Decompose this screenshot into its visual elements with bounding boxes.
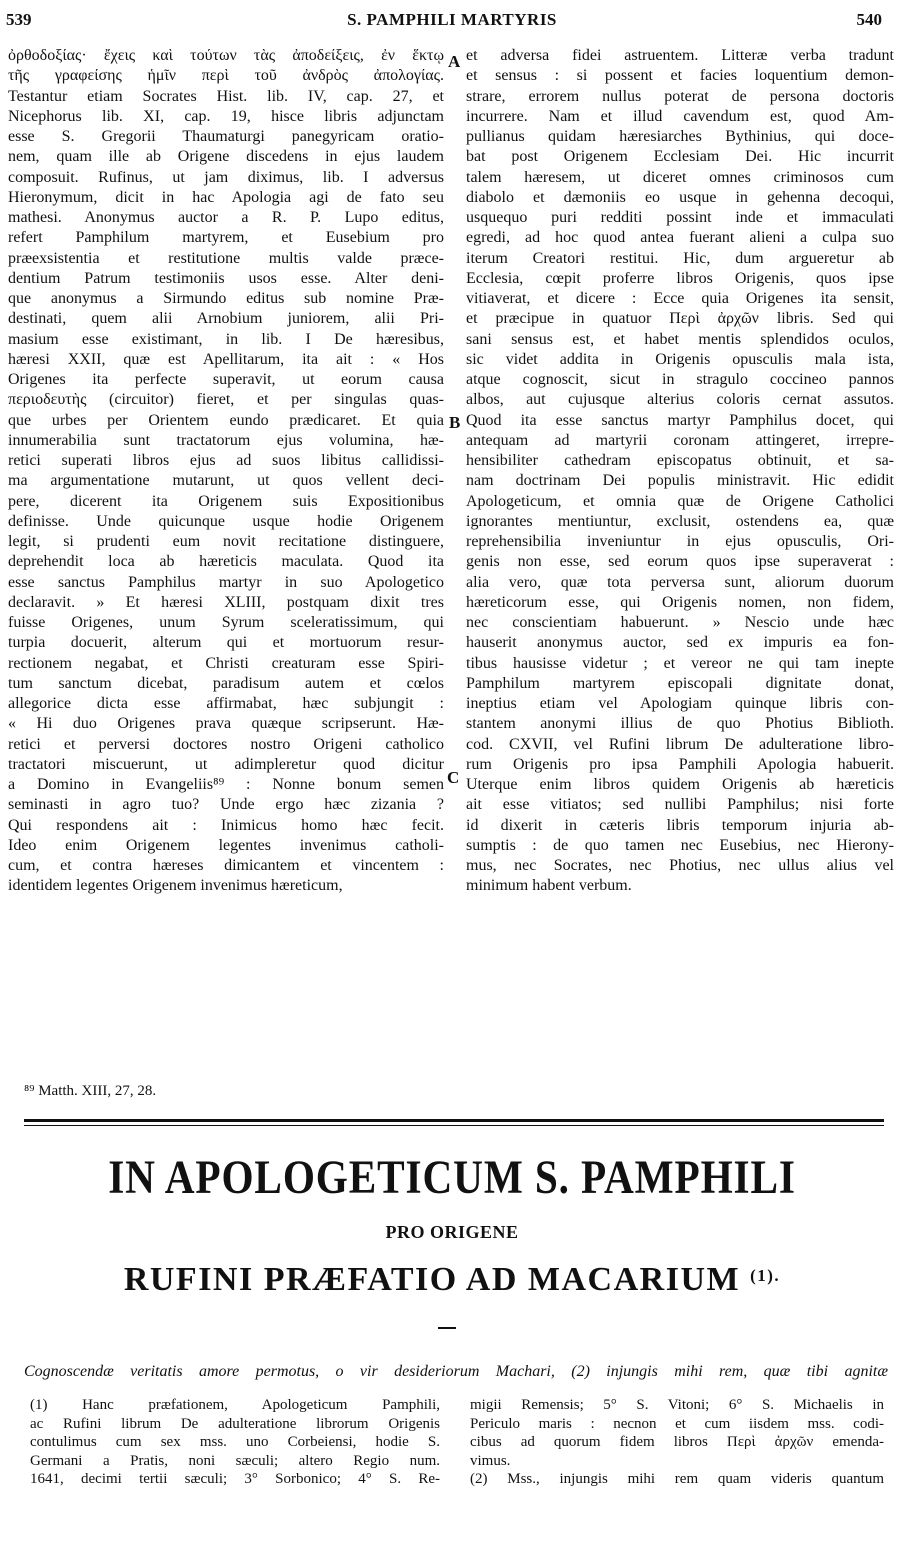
margin-marker-c: C (447, 768, 460, 787)
right-column-line: rum Origenis pro ipsa Pamphili Apologia habuerit. (466, 755, 894, 773)
right-column-line: incurrere. Nam et illud cavendum est, quod Am- (466, 107, 894, 125)
left-page-number: 539 (6, 10, 32, 29)
left-column-line: nem, quam ille ab Origene discedens in ejus laudem (8, 148, 444, 166)
section-divider-thin (24, 1125, 884, 1126)
right-column (466, 46, 894, 897)
left-column-line: mathesi. Anonymus auctor a R. P. Lupo editus, (8, 209, 444, 226)
left-column-line: fuisse Origenes, unum Syrum sceleratissimum, qui (8, 614, 444, 631)
right-column-line: sumptis : de quo tamen nec Eusebius, nec Hierony- (466, 836, 894, 854)
right-column-line: alia vero, quæ tota perversa sunt, aliorum duorum (466, 573, 894, 591)
footnotes-right-column (470, 1396, 884, 1489)
footnote-left-line: 1641, decimi tertii sæculi; 3° Sorbonico; 4° S. Re- (30, 1471, 440, 1487)
left-column-line: Testantur etiam Socrates Hist. lib. IV, cap. 27, et (8, 87, 444, 105)
left-column-line: esse S. Gregorii Thaumaturgi panegyricam oratio- (8, 128, 444, 145)
left-column-line: Hieronymum, dicit in hac Apologia agi de fato seu (8, 188, 444, 206)
right-column-line: et adversa fidei astruentem. Litteræ verba tradunt (466, 47, 894, 64)
left-column-line: retici et perversi doctores nostro Origeni catholico (8, 735, 444, 753)
right-column-line: nam doctrinam Dei populis ministravit. Hic edidit (466, 472, 894, 490)
left-column-line: hæresi XXII, quæ est Apellitarum, ita ait : « Hos (8, 350, 444, 368)
right-column-line: hensibiliter cathedram episcopatus obtinuit, et sa- (466, 452, 894, 469)
left-column-line: « Hi duo Origenes prava quæque scripserunt. Hæ- (8, 715, 444, 733)
right-column-line: sani sensus est, et habet mentis splendidos oculos, (466, 330, 894, 348)
right-column-line: hauserit anonymus auctor, sed ex impuris ea fon- (466, 634, 894, 652)
left-column-line: seminasti in agro tuo? Unde ergo hæc zizania ? (8, 796, 444, 814)
right-column-line: vitiaverat, et dicere : Ecce quia Origenes ita sensit, (466, 290, 894, 307)
right-column-line: sic videt addita in Origenis opusculis mala ista, (466, 350, 894, 368)
right-column-line: genis non esse, sed eorum quos ipse superaverat : (466, 553, 894, 571)
footnote-left-line: ac Rufini librum De adulteratione librorum Origenis (30, 1415, 440, 1432)
left-column-line: que anonymus a Sirmundo editus sub nomine Præ- (8, 290, 444, 307)
left-column-line: declaravit. » Et hæresi XLIII, postquam dixit tres (8, 593, 444, 611)
right-column-line: minimum habent verbum. (466, 877, 632, 895)
footnote-right-line: cibus ad quorum fidem libros Περὶ ἀρχῶν emenda- (470, 1434, 884, 1450)
left-column-line: τῆς γραφείσης ἡμῖν περὶ τοῦ ἀνδρὸς ἀπολογίας. (8, 67, 444, 85)
left-column-line: identidem legentes Origenem invenimus hæreticum, (8, 877, 343, 895)
left-column-line: masium esse existimant, in lib. I De hæresibus, (8, 330, 444, 348)
left-column-line: ma argumentatione mutarunt, ut quos vellent deci- (8, 472, 444, 490)
right-column-line: atque cognoscit, sicut in stragulo coccineo pannos (466, 371, 894, 388)
right-column-line: Uterque enim libros quidem Origenis ab hæreticis (466, 776, 894, 793)
left-column-line: Ideo enim Origenem legentes invenimus catholi- (8, 836, 444, 854)
left-column-line: Qui respondens ait : Inimicus homo hæc fecit. (8, 816, 444, 834)
right-column-line: antequam ad martyrii coronam attingeret, irrepre- (466, 431, 894, 449)
right-column-line: Ecclesia, cœpit proferre libros Origenis, quos ipse (466, 269, 894, 287)
left-column-line: turpia docuerit, alterum qui et mortuorum resur- (8, 634, 444, 652)
preface-title-text: RUFINI PRÆFATIO AD MACARIUM (123, 1261, 741, 1298)
title-ornament-dash (438, 1327, 456, 1329)
footnote-left-line: Germani a Pratis, noni sæculi; altero Regio num. (30, 1452, 440, 1469)
right-column-line: et sensus : si possent et facies loquentium demon- (466, 67, 894, 85)
left-column-line: rectionem negabat, et Christi creaturam esse Spiri- (8, 654, 444, 672)
right-column-line: talem hæresem, ut diceret omnes criminosos cum (466, 168, 894, 186)
right-column-line: pullianus quidam hæresiarches Bythinius, qui doce- (466, 128, 894, 145)
right-column-line: diabolo et dæmoniis eo usque in gehenna decoqui, (466, 188, 894, 206)
right-column-line: ignorantes mentiuntur, exclusit, ostendens ea, quæ (466, 512, 894, 530)
right-column-line: et præcipue in quatuor Περὶ ἀρχῶν libris. Sed qui (466, 310, 894, 328)
left-column (8, 46, 444, 897)
footnote-left-line: contulimus cum sex mss. uno Corbeiensi, hodie S. (30, 1434, 440, 1450)
left-column-line: ὀρθοδοξίας· ἔχεις καὶ τούτων τὰς ἀποδείξεις, ἐν ἕκτῳ (8, 47, 444, 64)
left-column-line: composuit. Rufinus, ut jam diximus, lib. I adversus (8, 168, 444, 186)
right-column-line: Apologeticum, et omnia quæ de Origene Catholici (466, 492, 894, 510)
left-column-line: allegorice dicta esse affirmabat, hæc subjungit : (8, 695, 444, 712)
section-subtitle: PRO ORIGENE (385, 1222, 519, 1242)
margin-marker-a: A (448, 52, 461, 71)
margin-marker-b: B (449, 413, 461, 432)
footnote-right-line: vimus. (470, 1452, 511, 1469)
right-column-line: bat post Origenem Ecclesiam Dei. Hic incurrit (466, 148, 894, 166)
right-column-line: nec conscientiam habuerunt. » Nescio unde hæc (466, 614, 894, 631)
right-column-line: reprehensibilia inveniuntur in ejus opusculis, Ori- (466, 533, 894, 550)
left-column-line: tractatori miscuerunt, ut adimpleretur quod dicitur (8, 755, 444, 773)
section-divider-thick (24, 1119, 884, 1122)
left-column-line: tum sanctum dicebat, paradisum autem et cœlos (8, 674, 444, 692)
right-column-line: id dixerit in cæteris libris temporum injuria ab- (466, 816, 894, 834)
left-column-line: legit, si prudenti eum novit recitatione distinguere, (8, 533, 444, 550)
right-column-line: mus, nec Socrates, nec Photius, nec ullus alius vel (466, 857, 894, 874)
right-column-line: ait esse vitiatos; sed nullibi Pamphilus; nisi forte (466, 796, 894, 814)
right-column-line: egredi, ad hoc quod antea fuerant alieni a culpa suo (466, 229, 894, 247)
running-title: S. PAMPHILI MARTYRIS (347, 10, 557, 29)
preface-footnote-ref: (1). (750, 1266, 781, 1285)
right-column-line: usquequo puri redditi possint inde et immaculati (466, 209, 894, 226)
left-column-footnote: ⁸⁹ Matth. XIII, 27, 28. (24, 1083, 157, 1099)
right-column-line: ineptius etiam vel Apologiam quinque libris con- (466, 695, 894, 712)
left-column-line: Origenes ita perfecte superavit, ut eorum causa (8, 371, 444, 388)
left-column-line: Nicephorus lib. XI, cap. 19, hisce libris adjunctam (8, 107, 444, 125)
footnotes-left-column (30, 1396, 440, 1489)
left-column-line: retici superati libros ejus ad suos libitus callidissi- (8, 452, 444, 469)
left-column-line: a Domino in Evangeliis⁸⁹ : Nonne bonum semen (8, 776, 444, 793)
right-column-line: albos, aut cujusque alterius coloris cernat assutos. (466, 391, 894, 409)
right-column-line: hæreticorum esse, qui Origenis nomen, non fidem, (466, 593, 894, 611)
right-column-line: tibus hausisse videtur ; et vereor ne qui tam inepte (466, 654, 894, 672)
right-column-line: Quod ita esse sanctus martyr Pamphilus docet, qui (466, 411, 894, 429)
left-column-line: cum, et contra hæreses dimicantem et vincentem : (8, 857, 444, 874)
footnote-right-line: Periculo maris : necnon et cum iisdem mss. codi- (470, 1415, 884, 1432)
right-column-line: stantem anonymi illius de quo Photius Biblioth. (466, 715, 894, 733)
footnote-left-line: (1) Hanc præfationem, Apologeticum Pamphili, (30, 1397, 440, 1413)
left-column-line: que urbes per Orientem eundo prædicaret. Et quia (8, 411, 444, 429)
preface-title (0, 1258, 904, 1302)
preface-opening-line: Cognoscendæ veritatis amore permotus, o vir desideriorum Machari, (2) injungis mihi rem, quæ tibi agnitæ (24, 1363, 888, 1380)
left-column-line: destinati, quem alii Arnobium juniorem, alii Pri- (8, 310, 444, 328)
left-column-line: definisse. Unde quicunque usque hodie Origenem (8, 512, 444, 530)
left-column-line: refert Pamphilum martyrem, et Eusebium pro (8, 229, 444, 247)
left-column-line: præexsistentia et restitutione multis valde præce- (8, 249, 444, 267)
left-column-line: esse sanctus Pamphilus martyr in suo Apologetico (8, 573, 444, 591)
left-column-line: innumerabilia sunt tractatorum ejus volumina, hæ- (8, 431, 444, 449)
left-column-line: pere, dicerent ita Origenem suis Expositionibus (8, 492, 444, 510)
right-column-line: strare, errorem nullus poterat de persona doctoris (466, 87, 894, 105)
footnote-right-line: migii Remensis; 5° S. Vitoni; 6° S. Michaelis in (470, 1397, 884, 1413)
right-column-line: cod. CXVII, vel Rufini librum De adulteratione libro- (466, 735, 894, 753)
right-column-line: Pamphilum martyrem episcopali dignitate donat, (466, 674, 894, 692)
right-page-number: 540 (856, 10, 882, 29)
left-column-line: dentium Patrum testimoniis usos esse. Alter deni- (8, 269, 444, 287)
left-column-line: deprehendit loca ab hæreticis maculata. Quod ita (8, 553, 444, 571)
right-column-line: iterum Creatori restitui. Hic, dum argueretur ab (466, 249, 894, 267)
left-column-line: περιοδευτὴς (circuitor) fieret, et per singulas quas- (8, 391, 444, 409)
footnote-right-line: (2) Mss., injungis mihi rem quam videris quantum (470, 1471, 884, 1487)
section-main-title: IN APOLOGETICUM S. PAMPHILI (108, 1151, 796, 1204)
